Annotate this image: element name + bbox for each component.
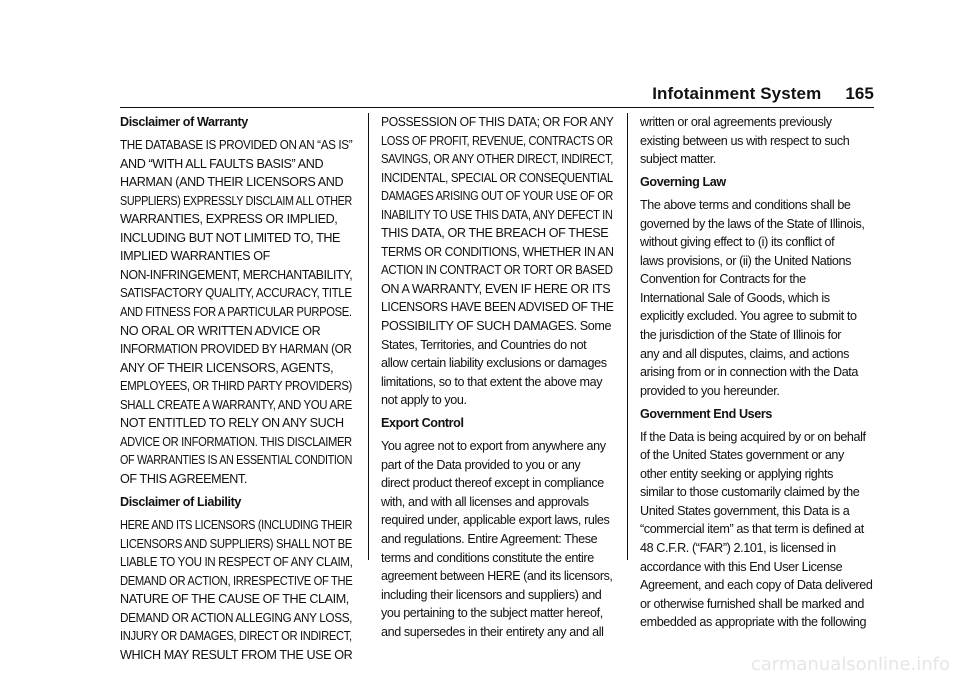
- body-text-line: of the United States government or any: [640, 448, 844, 463]
- body-text-line: 48 C.F.R. (“FAR”) 2.101, is licensed in: [640, 541, 836, 556]
- body-text-line: agreement between HERE (and its licensors,: [381, 569, 613, 584]
- header-rule: [120, 107, 874, 108]
- body-text-line: INFORMATION PROVIDED BY HARMAN (OR: [120, 342, 352, 357]
- body-text-line: allow certain liability exclusions or damages: [381, 356, 607, 371]
- body-text-line: without giving effect to (i) its conflict of: [640, 235, 835, 250]
- body-text-line: the jurisdiction of the State of Illinois for: [640, 328, 842, 343]
- body-text-line: similar to those customarily claimed by the: [640, 485, 860, 500]
- body-text-line: SHALL CREATE A WARRANTY, AND YOU ARE: [120, 397, 352, 412]
- body-text-line: “commercial item” as that term is defined at: [640, 522, 864, 537]
- body-text-line: International Sale of Goods, which is: [640, 290, 830, 305]
- page-number: 165: [845, 84, 874, 103]
- body-text-line: INCLUDING BUT NOT LIMITED TO, THE: [120, 230, 341, 245]
- body-text-line: accordance with this End User License: [640, 559, 843, 574]
- body-text-line: existing between us with respect to such: [640, 133, 850, 148]
- column-divider: [368, 113, 369, 560]
- body-text-line: not apply to you.: [381, 393, 467, 408]
- section-title: Infotainment System: [652, 84, 822, 103]
- body-text-line: LICENSORS HAVE BEEN ADVISED OF THE: [381, 300, 614, 315]
- body-text-line: NO ORAL OR WRITTEN ADVICE OR: [120, 323, 321, 338]
- body-text-line: INABILITY TO USE THIS DATA, ANY DEFECT IN: [381, 207, 613, 222]
- running-header: [652, 84, 874, 104]
- body-text-line: DEMAND OR ACTION ALLEGING ANY LOSS,: [120, 610, 353, 625]
- body-text-line: SAVINGS, OR ANY OTHER DIRECT, INDIRECT,: [381, 152, 614, 167]
- body-text-line: TERMS OR CONDITIONS, WHETHER IN AN: [381, 244, 614, 259]
- body-text-line: POSSESSION OF THIS DATA; OR FOR ANY: [381, 115, 614, 129]
- section-heading: Disclaimer of Liability: [120, 494, 241, 509]
- text-column-2: [381, 113, 613, 641]
- body-text-line: embedded as appropriate with the following: [640, 615, 867, 630]
- section-heading: Government End Users: [640, 406, 772, 421]
- body-text-line: LIABLE TO YOU IN RESPECT OF ANY CLAIM,: [120, 555, 353, 570]
- body-text-line: direct product thereof except in compliance: [381, 476, 604, 491]
- body-text-line: other entity seeking or applying rights: [640, 466, 834, 481]
- text-column-3: [640, 113, 872, 632]
- body-text-line: WARRANTIES, EXPRESS OR IMPLIED,: [120, 212, 338, 227]
- body-text-line: NON-INFRINGEMENT, MERCHANTABILITY,: [120, 267, 353, 282]
- body-text-line: THIS DATA, OR THE BREACH OF THESE: [381, 226, 609, 241]
- body-text-line: HERE AND ITS LICENSORS (INCLUDING THEIR: [120, 517, 353, 532]
- body-text-line: ON A WARRANTY, EVEN IF HERE OR ITS: [381, 281, 611, 296]
- body-text-line: IMPLIED WARRANTIES OF: [120, 249, 270, 264]
- body-text-line: If the Data is being acquired by or on behalf: [640, 429, 866, 444]
- section-heading: Disclaimer of Warranty: [120, 115, 248, 129]
- body-text-line: subject matter.: [640, 152, 716, 167]
- body-text-line: AND “WITH ALL FAULTS BASIS” AND: [120, 156, 324, 171]
- body-text-line: Convention for Contracts for the: [640, 272, 806, 287]
- body-text-line: You agree not to export from anywhere any: [381, 439, 606, 454]
- body-text-line: part of the Data provided to you or any: [381, 457, 581, 472]
- section-heading: Governing Law: [640, 175, 726, 190]
- watermark: carmanualsonline.info: [750, 654, 950, 675]
- body-text-line: States, Territories, and Countries do not: [381, 337, 587, 352]
- body-text-line: SUPPLIERS) EXPRESSLY DISCLAIM ALL OTHER: [120, 193, 352, 208]
- body-text-line: ADVICE OR INFORMATION. THIS DISCLAIMER: [120, 434, 352, 449]
- body-text-line: INJURY OR DAMAGES, DIRECT OR INDIRECT,: [120, 629, 352, 644]
- body-text-line: OF WARRANTIES IS AN ESSENTIAL CONDITION: [120, 453, 353, 468]
- body-text-line: The above terms and conditions shall be: [640, 198, 851, 213]
- body-text-line: OF THIS AGREEMENT.: [120, 471, 247, 486]
- body-text-line: governed by the laws of the State of Illinois,: [640, 216, 865, 231]
- body-text-line: DEMAND OR ACTION, IRRESPECTIVE OF THE: [120, 573, 353, 588]
- body-text-line: terms and conditions constitute the entire: [381, 550, 594, 565]
- body-text-line: limitations, so to that extent the above may: [381, 374, 603, 389]
- body-text-line: you pertaining to the subject matter hereof,: [381, 606, 603, 621]
- body-text-line: NATURE OF THE CAUSE OF THE CLAIM,: [120, 592, 349, 607]
- body-text-line: with, and with all licenses and approvals: [381, 494, 589, 509]
- body-text-line: THE DATABASE IS PROVIDED ON AN “AS IS”: [120, 138, 353, 153]
- body-text-line: Agreement, and each copy of Data delivered: [640, 578, 873, 593]
- body-text-line: explicitly excluded. You agree to submit to: [640, 309, 857, 324]
- body-text-line: INCIDENTAL, SPECIAL OR CONSEQUENTIAL: [381, 170, 613, 185]
- body-text-line: written or oral agreements previously: [640, 115, 832, 129]
- body-text-line: LOSS OF PROFIT, REVENUE, CONTRACTS OR: [381, 133, 613, 148]
- body-text-line: ANY OF THEIR LICENSORS, AGENTS,: [120, 360, 334, 375]
- body-text-line: or otherwise furnished shall be marked and: [640, 596, 865, 611]
- body-text-line: POSSIBILITY OF SUCH DAMAGES. Some: [381, 319, 612, 334]
- body-text-line: ACTION IN CONTRACT OR TORT OR BASED: [381, 263, 613, 278]
- body-text-line: DAMAGES ARISING OUT OF YOUR USE OF OR: [381, 189, 613, 204]
- body-text-line: WHICH MAY RESULT FROM THE USE OR: [120, 647, 353, 662]
- body-text-line: NOT ENTITLED TO RELY ON ANY SUCH: [120, 416, 344, 431]
- body-text-line: SATISFACTORY QUALITY, ACCURACY, TITLE: [120, 286, 352, 301]
- column-divider: [627, 113, 628, 560]
- body-text-line: including their licensors and suppliers) and: [381, 587, 602, 602]
- text-column-1: [120, 113, 352, 664]
- body-text-line: EMPLOYEES, OR THIRD PARTY PROVIDERS): [120, 379, 352, 394]
- body-text-line: AND FITNESS FOR A PARTICULAR PURPOSE.: [120, 304, 352, 319]
- body-text-line: HARMAN (AND THEIR LICENSORS AND: [120, 175, 344, 190]
- body-text-line: provided to you hereunder.: [640, 383, 780, 398]
- section-heading: Export Control: [381, 416, 464, 431]
- body-text-line: any and all disputes, claims, and actions: [640, 346, 850, 361]
- body-text-line: arising from or in connection with the Data: [640, 365, 858, 380]
- body-text-line: laws provisions, or (ii) the United Nations: [640, 253, 851, 268]
- body-text-line: required under, applicable export laws, rules: [381, 513, 610, 528]
- body-text-line: and regulations. Entire Agreement: These: [381, 532, 598, 547]
- body-text-line: and supersedes in their entirety any and all: [381, 624, 604, 639]
- body-text-line: United States government, this Data is a: [640, 503, 850, 518]
- body-text-line: LICENSORS AND SUPPLIERS) SHALL NOT BE: [120, 536, 352, 551]
